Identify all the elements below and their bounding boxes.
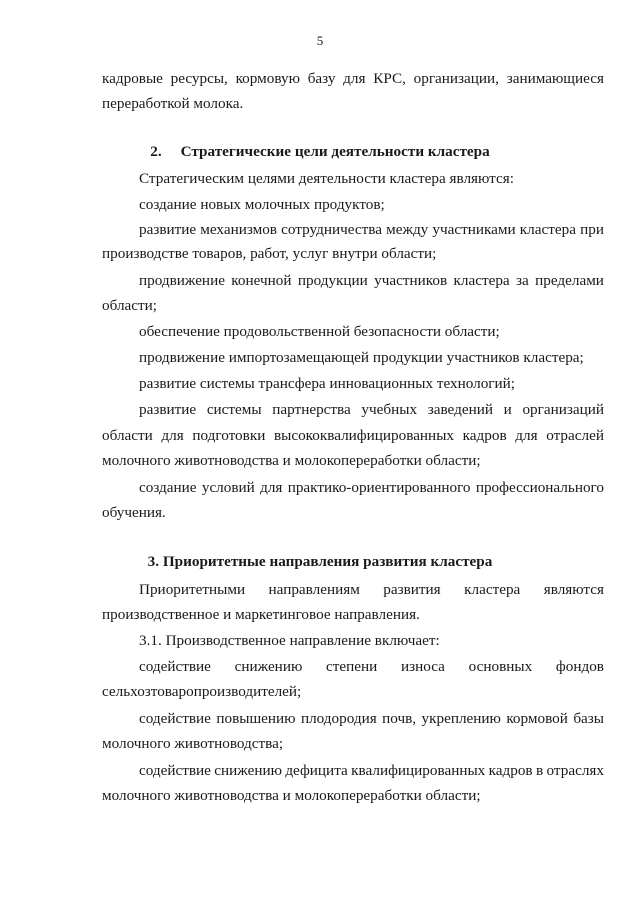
word: кадров xyxy=(488,762,533,779)
word: учебных xyxy=(361,401,418,418)
word: между xyxy=(386,221,429,238)
word: развитие xyxy=(139,401,197,418)
word: подготовки xyxy=(192,427,266,444)
word: организаций xyxy=(522,401,604,418)
intro-line-2: переработкой молока. xyxy=(102,95,244,112)
word: содействие xyxy=(139,658,211,675)
word: Приоритетными xyxy=(139,581,246,598)
word: организации, xyxy=(413,70,499,87)
word: участниками xyxy=(432,221,516,238)
word: практико-ориентированного xyxy=(287,479,471,496)
word: дефицита xyxy=(285,762,348,779)
priority-para-line-2: производственное и маркетинговое направления. xyxy=(102,606,420,623)
word: развития xyxy=(383,581,441,598)
word: профессионального xyxy=(475,479,604,496)
goal-1: создание новых молочных продуктов; xyxy=(139,196,385,213)
word: для xyxy=(343,70,366,87)
word: содействие xyxy=(139,710,211,727)
word: отраслей xyxy=(546,427,604,444)
item-2-line-1 xyxy=(139,710,604,728)
word: для xyxy=(260,479,283,496)
subsection-3-1: 3.1. Производственное направление включает: xyxy=(139,632,440,649)
word: отраслях xyxy=(546,762,604,779)
word: для xyxy=(161,427,184,444)
goal-2-line-1 xyxy=(139,221,604,239)
word: снижению xyxy=(214,762,282,779)
goal-6: развитие системы трансфера инновационных технологий; xyxy=(139,375,516,392)
word: сотрудничества xyxy=(281,221,382,238)
goal-3-line-1 xyxy=(139,272,604,290)
word: конечной xyxy=(231,272,292,289)
word: высококвалифицированных xyxy=(273,427,454,444)
word: условий xyxy=(201,479,255,496)
word: направлениям xyxy=(268,581,360,598)
word: участников xyxy=(374,272,448,289)
word: основных xyxy=(468,658,533,675)
word: фондов xyxy=(555,658,604,675)
word: плодородия xyxy=(300,710,377,727)
word: кластера xyxy=(453,272,510,289)
word: КРС, xyxy=(373,70,406,87)
word: продукции xyxy=(297,272,368,289)
goal-8-line-1 xyxy=(139,479,604,497)
goal-7-line-1 xyxy=(139,401,604,419)
page-number: 5 xyxy=(316,33,324,48)
item-3-line-1 xyxy=(139,762,604,780)
goal-8-line-2: обучения. xyxy=(102,504,166,521)
word: квалифицированных xyxy=(351,762,486,779)
word: кластера xyxy=(519,221,576,238)
word: кормовую xyxy=(235,70,300,87)
goal-5: продвижение импортозамещающей продукции участников кластера; xyxy=(139,349,584,366)
item-3-line-2: молочного животноводства и молокопереработки области; xyxy=(102,787,481,804)
goal-3-line-2: области; xyxy=(102,297,157,314)
word: кластера xyxy=(464,581,521,598)
word: укреплению xyxy=(421,710,501,727)
word: развитие xyxy=(139,221,197,238)
word: базы xyxy=(573,710,604,727)
section-2-heading: 2. Стратегические цели деятельности кластера xyxy=(150,143,490,160)
goal-7-line-3: молочного животноводства и молокопереработки области; xyxy=(102,452,481,469)
goal-7-line-2 xyxy=(102,427,604,445)
word: в xyxy=(535,762,544,779)
item-1-line-2: сельхозтоваропроизводителей; xyxy=(102,683,302,700)
priority-para-line-1 xyxy=(139,581,604,599)
word: пределами xyxy=(535,272,604,289)
word: для xyxy=(515,427,538,444)
item-2-line-2: молочного животноводства; xyxy=(102,735,284,752)
word: заведений xyxy=(427,401,493,418)
word: механизмов xyxy=(200,221,277,238)
goal-4: обеспечение продовольственной безопасности области; xyxy=(139,323,500,340)
word: и xyxy=(503,401,512,418)
word: повышению xyxy=(216,710,296,727)
word: занимающиеся xyxy=(506,70,604,87)
goal-2-line-2: производстве товаров, работ, услуг внутри области; xyxy=(102,245,437,262)
word: базу xyxy=(307,70,336,87)
word: почв, xyxy=(382,710,417,727)
word: партнерства xyxy=(272,401,351,418)
word: ресурсы, xyxy=(170,70,228,87)
word: системы xyxy=(206,401,262,418)
word: износа xyxy=(401,658,445,675)
section-3-heading: 3. Приоритетные направления развития кластера xyxy=(147,553,493,570)
intro-line-1 xyxy=(102,70,604,88)
word: за xyxy=(516,272,529,289)
word: содействие xyxy=(139,762,211,779)
word: области xyxy=(102,427,153,444)
word: при xyxy=(580,221,604,238)
word: кадров xyxy=(462,427,507,444)
item-1-line-1 xyxy=(139,658,604,676)
word: являются xyxy=(543,581,604,598)
word: степени xyxy=(326,658,378,675)
word: снижению xyxy=(234,658,303,675)
section-2-lead: Стратегическим целями деятельности кластера являются: xyxy=(139,170,514,187)
word: кадровые xyxy=(102,70,163,87)
word: продвижение xyxy=(139,272,225,289)
word: кормовой xyxy=(506,710,568,727)
word: создание xyxy=(139,479,197,496)
